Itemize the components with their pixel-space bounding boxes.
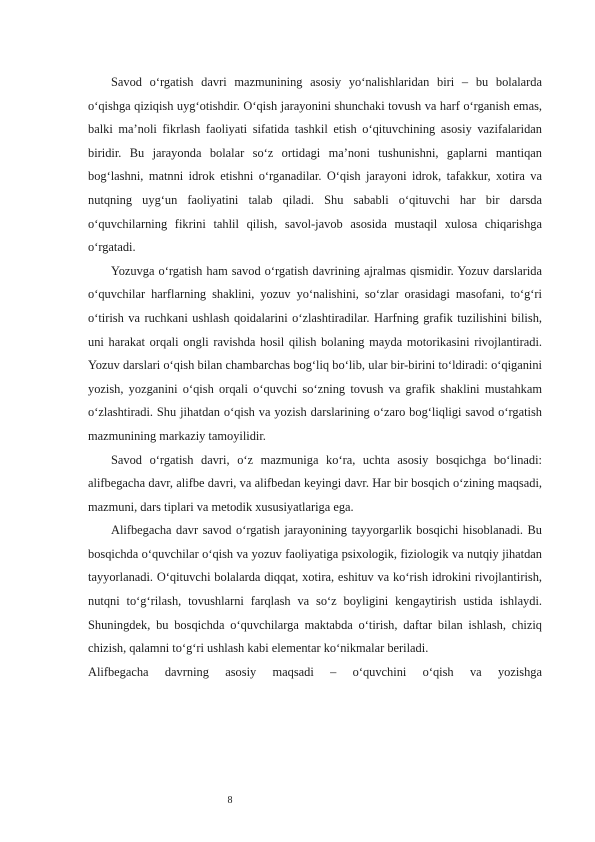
paragraph-1: Savod o‘rgatish davri mazmunining asosiy yo‘nalishlaridan biri – bu bolalarda o‘qishga qiziqish uyg‘otishdir. O‘qish jarayonini shunchaki tovush va harf o‘rganish emas, balki ma’noli fikrlash faoliyati sifatida tashkil etish o‘qituvchining asosiy vazifalaridan biridir. Bu jarayonda bolalar so‘z ortidagi ma’noni tushunishni, gaplarni mantiqan bog‘lashni, matnni idrok etishni o‘rganadilar. O‘qish jarayoni idrok, tafakkur, xotira va nutqning uyg‘un faoliyatini talab qiladi. Shu sababli o‘qituvchi har bir darsda o‘quvchilarning fikrini tahlil qilish, savol-javob asosida mustaqil xulosa chiqarishga o‘rgatadi.: [88, 75, 542, 255]
paragraph-2: Yozuvga o‘rgatish ham savod o‘rgatish davrining ajralmas qismidir. Yozuv darslarida o‘quvchilar harflarning shaklini, yozuv yo‘nalishini, so‘zlar orasidagi masofani, to‘g‘ri o‘tirish va ruchkani ushlash qoidalarini o‘zlashtiradilar. Harfning grafik tuzilishini bilish, uni harakat orqali ongli ravishda hosil qilish bolaning mayda motorikasini rivojlantiradi. Yozuv darslari o‘qish bilan chambarchas bog‘liq bo‘lib, ular bir-birini to‘ldiradi: o‘qiganini yozish, yozganini o‘qish orqali o‘quvchi so‘zning tovush va grafik shaklini mustahkam o‘zlashtiradi. Shu jihatdan o‘qish va yozish darslarining o‘zaro bog‘liqligi savod o‘rgatish mazmunining markaziy tamoyilidir.: [88, 263, 542, 443]
document-body: [88, 71, 542, 684]
page-number: 8: [227, 795, 233, 806]
paragraph-3: Savod o‘rgatish davri, o‘z mazmuniga ko‘ra, uchta asosiy bosqichga bo‘linadi: alifbegacha davr, alifbe davri, va alifbedan keyingi davr. Har bir bosqich o‘zining maqsadi, mazmuni, dars tiplari va metodik xususiyatlariga ega.: [88, 452, 542, 514]
paragraph-5: Alifbegacha davrning asosiy maqsadi – o‘quvchini o‘qish va yozishga: [88, 664, 542, 679]
paragraph-4: Alifbegacha davr savod o‘rgatish jarayonining tayyorgarlik bosqichi hisoblanadi. Bu bosqichda o‘quvchilar o‘qish va yozuv faoliyatiga psixologik, fiziologik va nutqiy jihatdan tayyorlanadi. O‘qituvchi bolalarda diqqat, xotira, eshituv va ko‘rish idrokini rivojlantirish, nutqni to‘g‘rilash, tovushlarni farqlash va so‘z boyligini kengaytirish ustida ishlaydi. Shuningdek, bu bosqichda o‘quvchilarga maktabda o‘tirish, daftar bilan ishlash, chiziq chizish, qalamni to‘g‘ri ushlash kabi elementar ko‘nikmalar beriladi.: [88, 523, 542, 656]
